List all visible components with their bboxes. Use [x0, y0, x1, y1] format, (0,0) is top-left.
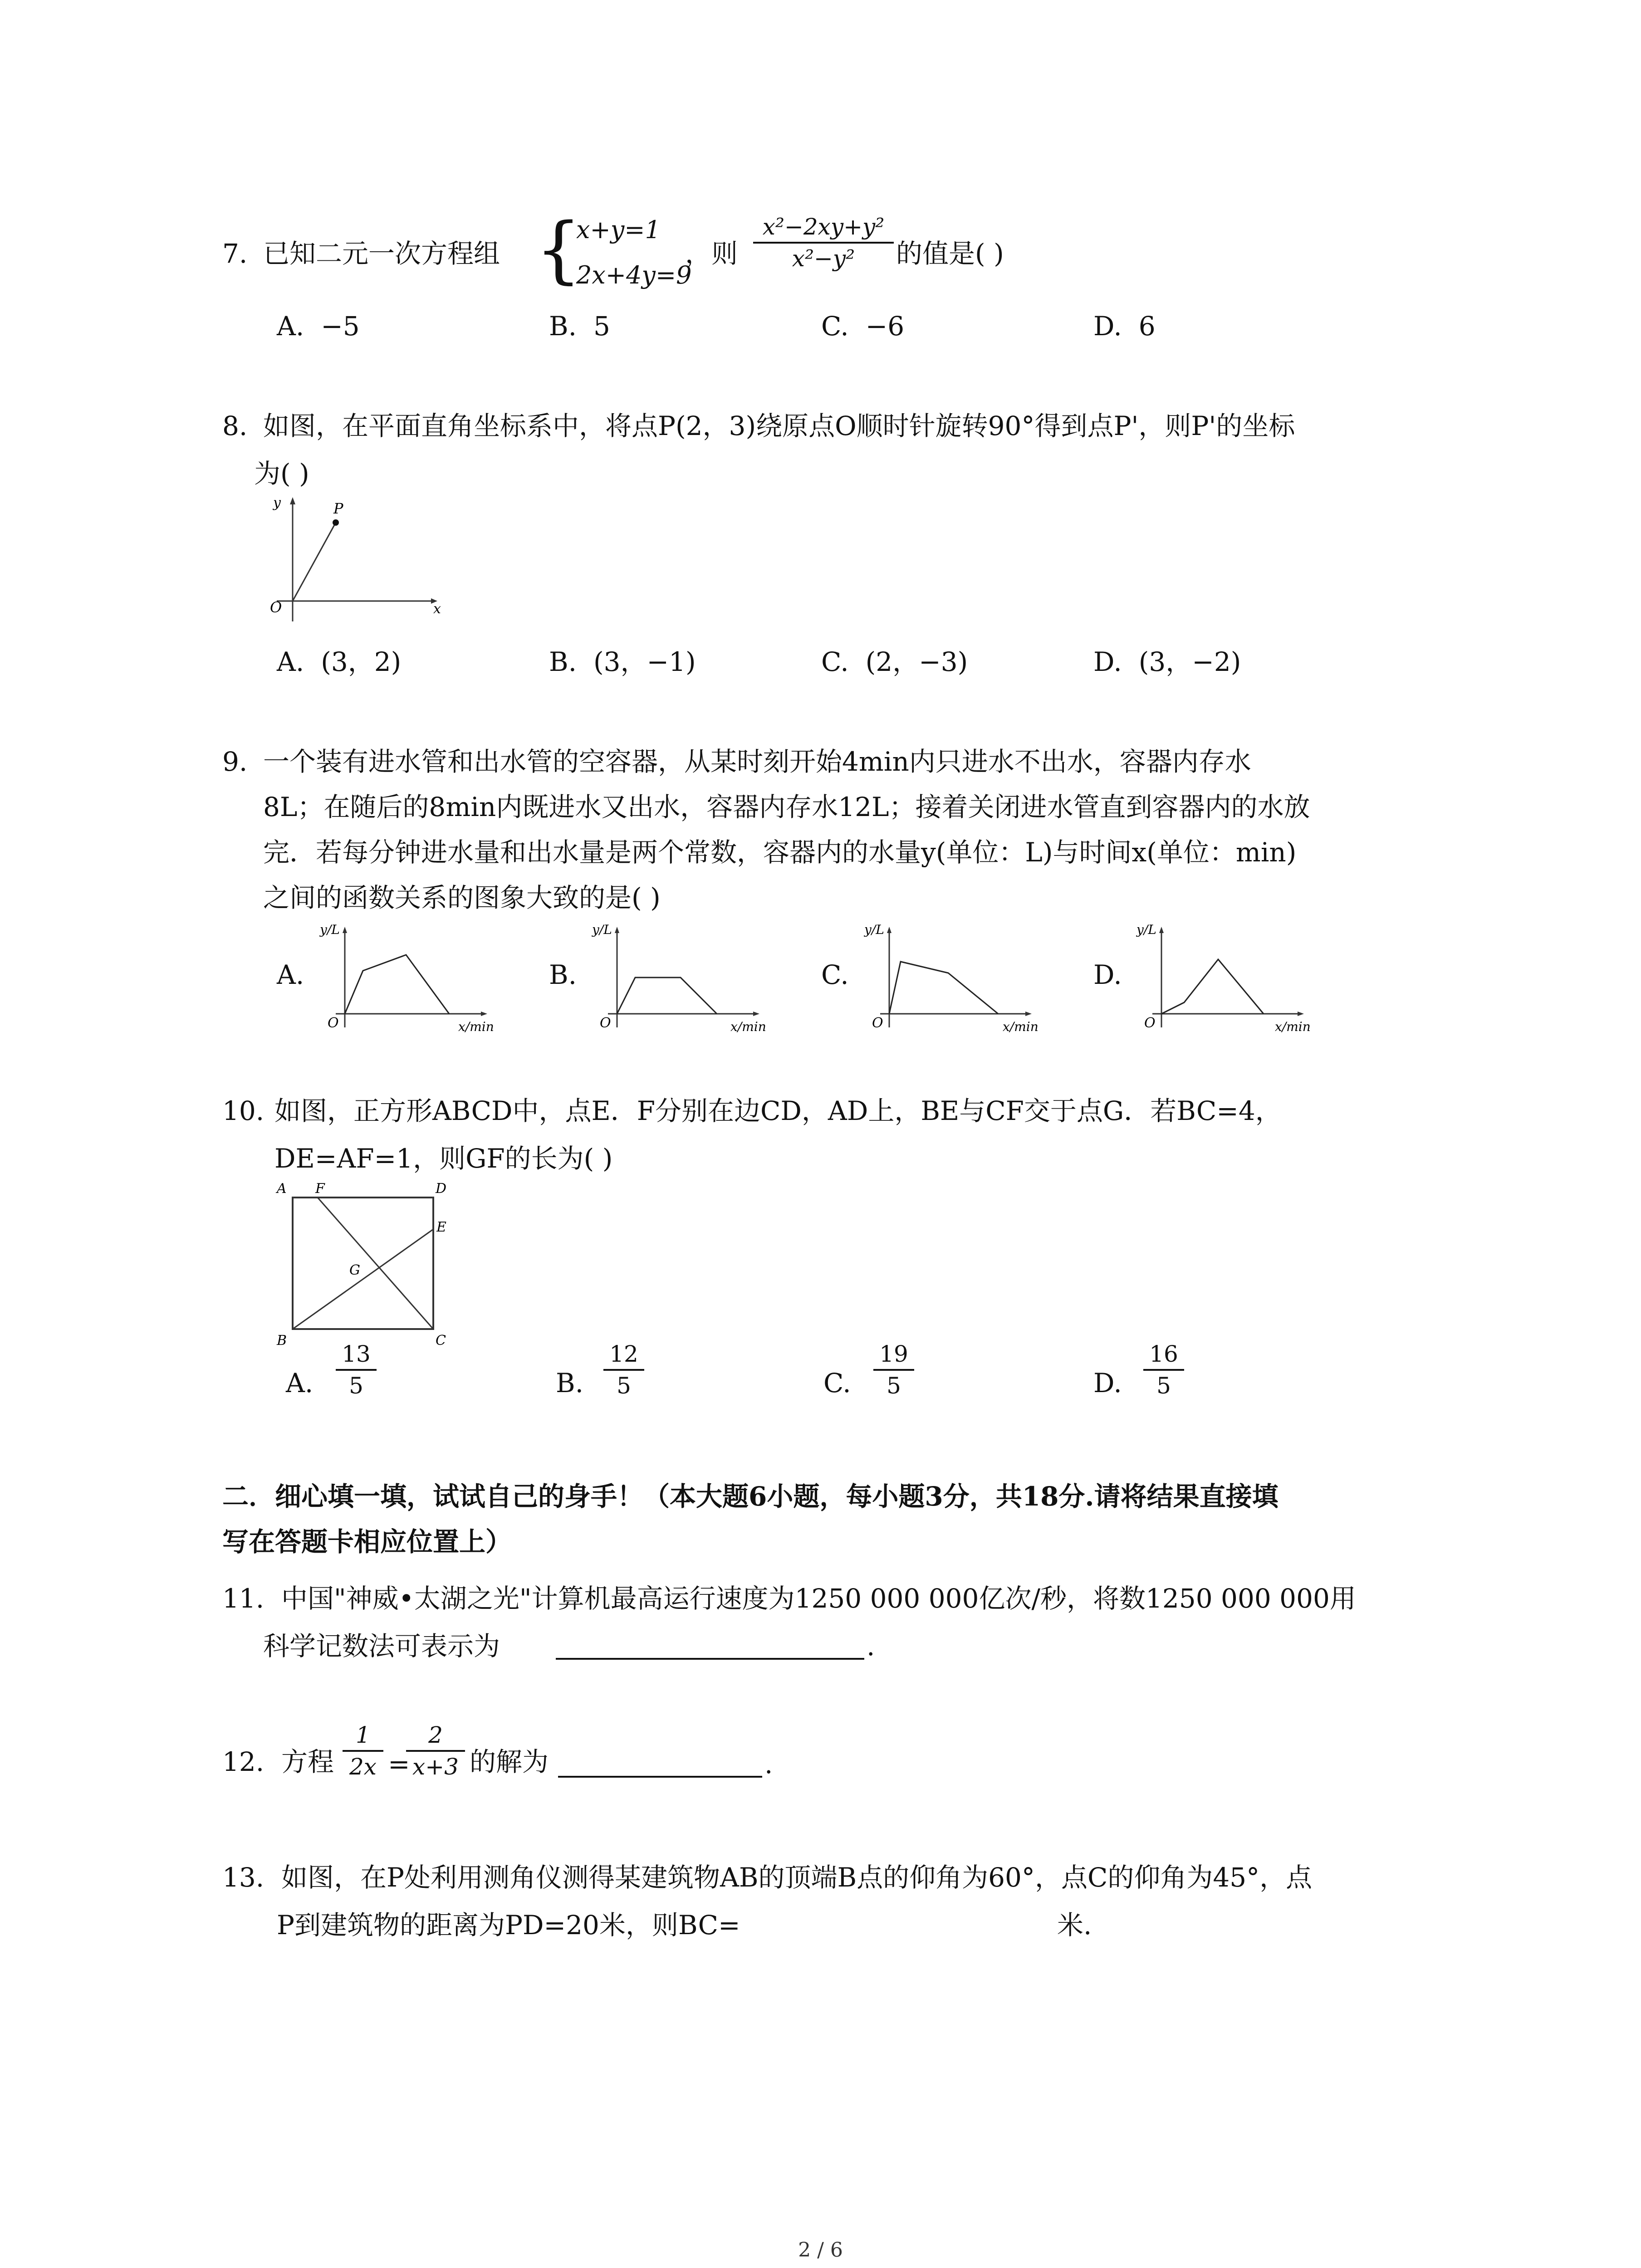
- fraction-denominator: 5: [887, 1373, 901, 1399]
- x-axis-label: x/min: [1275, 1019, 1311, 1034]
- q10-number: 10.: [222, 1095, 265, 1126]
- q10-option-b-label[interactable]: B.: [556, 1368, 584, 1398]
- q8-option-a[interactable]: [277, 646, 402, 677]
- q9-line1: 一个装有进水管和出水管的空容器，从某时刻开始4min内只进水不出水，容器内存水: [263, 746, 1251, 777]
- option-label: C.: [821, 311, 849, 342]
- fraction-denominator: 5: [617, 1373, 631, 1399]
- q7-option-b[interactable]: [549, 311, 610, 342]
- q8-option-c[interactable]: [821, 646, 968, 677]
- page-number: 2 / 6: [798, 2239, 843, 2262]
- q9-line2: 8L；在随后的8min内既进水又出水，容器内存水12L；接着关闭进水管直到容器内的水放: [263, 792, 1310, 822]
- origin-label: O: [872, 1015, 883, 1031]
- option-value: (3，−1): [593, 646, 696, 677]
- graph-line: [617, 978, 717, 1014]
- fraction-denominator: x+3: [412, 1754, 459, 1780]
- q9-line4: 之间的函数关系的图象大致的是( ): [263, 882, 661, 913]
- q13-unit: 米.: [1057, 1910, 1092, 1941]
- option-value: (3，−2): [1138, 646, 1241, 677]
- q10-line1: 如图，正方形ABCD中，点E．F分别在边CD，AD上，BE与CF交于点G．若BC=4，: [274, 1095, 1282, 1126]
- option-label: B.: [549, 311, 577, 342]
- segment-cf: [318, 1198, 433, 1329]
- option-label: D.: [1093, 646, 1122, 677]
- option-value: 5: [593, 311, 610, 342]
- q13-number: 13.: [222, 1862, 265, 1893]
- q11-line2: 科学记数法可表示为: [263, 1631, 500, 1662]
- q13-answer-blank[interactable]: [780, 1912, 1043, 1939]
- q10-line2: DE=AF=1，则GF的长为( ): [274, 1143, 613, 1174]
- fraction-denominator: 5: [349, 1373, 363, 1399]
- square-abcd: [293, 1198, 433, 1329]
- q7-eq2: 2x+4y=9: [576, 261, 692, 289]
- y-axis-arrow: [887, 927, 892, 933]
- fraction-numerator: 1: [356, 1722, 370, 1748]
- q13-line2: P到建筑物的距离为PD=20米，则BC=: [277, 1910, 740, 1941]
- q9-number: 9.: [222, 746, 248, 777]
- x-axis-arrow: [1025, 1012, 1032, 1016]
- option-label: C.: [821, 646, 849, 677]
- graph-line: [1161, 959, 1264, 1014]
- q7-frac-denominator: x²−y²: [792, 245, 855, 272]
- q7-frac-numerator: x²−2xy+y²: [762, 214, 885, 240]
- x-axis-label: x/min: [1003, 1019, 1038, 1034]
- q10-option-c-label[interactable]: C.: [823, 1368, 851, 1398]
- y-axis-arrow: [290, 497, 295, 504]
- q10-square-figure: [272, 1177, 454, 1349]
- fraction-numerator: 13: [342, 1341, 371, 1367]
- q7-stem: 已知二元一次方程组: [263, 238, 500, 269]
- fraction-denominator: 5: [1156, 1373, 1171, 1399]
- q8-number: 8.: [222, 411, 248, 441]
- point-g-label: G: [349, 1262, 360, 1278]
- q12-number: 12.: [222, 1746, 265, 1777]
- q11-end: .: [867, 1631, 875, 1662]
- option-label: B.: [549, 646, 577, 677]
- vertex-a-label: A: [277, 1181, 287, 1197]
- q12-post: 的解为: [470, 1746, 549, 1777]
- origin-label: O: [270, 599, 282, 616]
- q8-option-d[interactable]: [1093, 646, 1241, 677]
- fraction-numerator: 12: [609, 1341, 638, 1367]
- vertex-d-label: D: [436, 1181, 447, 1197]
- fraction-numerator: 19: [879, 1341, 908, 1367]
- origin-label: O: [600, 1015, 611, 1031]
- option-value: (3，2): [321, 646, 402, 677]
- q7-eq1: x+y=1: [576, 215, 661, 244]
- option-label: D.: [1093, 311, 1122, 342]
- option-value: −6: [865, 311, 905, 342]
- y-axis-label: y/L: [320, 923, 340, 937]
- x-axis-label: x: [433, 601, 441, 617]
- origin-label: O: [1144, 1015, 1156, 1031]
- point-f-label: F: [315, 1181, 325, 1197]
- option-value: −5: [321, 311, 360, 342]
- option-value: (2，−3): [865, 646, 968, 677]
- q10-option-d-label[interactable]: D.: [1093, 1368, 1122, 1398]
- q8-option-b[interactable]: [549, 646, 696, 677]
- section-2-title-line1: 二．细心填一填，试试自己的身手！（本大题6小题，每小题3分，共18分.请将结果直接填: [222, 1481, 1279, 1512]
- q7-option-a[interactable]: [277, 311, 360, 342]
- q7-fraction: [753, 215, 894, 270]
- origin-label: O: [328, 1015, 339, 1031]
- q9-graph-c-label[interactable]: C.: [821, 959, 849, 990]
- q11-number: 11.: [222, 1583, 265, 1614]
- q9-graph-d[interactable]: [1134, 923, 1343, 1036]
- y-axis-label: y: [273, 495, 281, 511]
- option-value: 6: [1138, 311, 1156, 342]
- q7-number: 7.: [222, 238, 248, 269]
- q9-graph-b-label[interactable]: B.: [549, 959, 577, 990]
- q12-fraction-left: [343, 1724, 383, 1778]
- section-2-title-line2: 写在答题卡相应位置上）: [222, 1526, 512, 1557]
- graph-line: [345, 955, 449, 1014]
- y-axis-label: y/L: [864, 923, 884, 937]
- option-label: A.: [277, 646, 304, 677]
- y-axis-label: y/L: [592, 923, 612, 937]
- x-axis-arrow: [481, 1012, 487, 1016]
- q12-pre: 方程: [281, 1746, 334, 1777]
- graph-line: [889, 962, 998, 1014]
- q7-then: ，则: [685, 238, 738, 269]
- x-axis-arrow: [753, 1012, 759, 1016]
- q13-line1: 如图，在P处利用测角仪测得某建筑物AB的顶端B点的仰角为60°，点C的仰角为45°，点: [281, 1862, 1313, 1893]
- q7-tail: 的值是( ): [896, 238, 1004, 269]
- x-axis-label: x/min: [458, 1019, 494, 1034]
- q11-answer-blank[interactable]: [556, 1658, 864, 1660]
- point-p: [333, 519, 339, 526]
- q9-graph-b[interactable]: [590, 923, 798, 1036]
- segment-op: [293, 523, 336, 601]
- q9-graph-a[interactable]: [318, 923, 526, 1036]
- q12-equals: =: [388, 1749, 410, 1779]
- vertex-c-label: C: [436, 1333, 446, 1349]
- q10-option-a-fraction[interactable]: [336, 1343, 377, 1397]
- q11-line1: 中国"神威•太湖之光"计算机最高运行速度为1250 000 000亿次/秒，将数1250 000 000用: [281, 1583, 1356, 1614]
- y-axis-arrow: [615, 927, 619, 933]
- q7-option-c[interactable]: [821, 311, 905, 342]
- q8-line1: 如图，在平面直角坐标系中，将点P(2，3)绕原点O顺时针旋转90°得到点P'，则P'的坐标: [263, 411, 1295, 441]
- point-p-label: P: [333, 500, 343, 517]
- q9-graph-d-label[interactable]: D.: [1093, 959, 1122, 990]
- point-e-label: E: [436, 1219, 446, 1235]
- q12-end: .: [764, 1749, 773, 1779]
- y-axis-arrow: [1159, 927, 1164, 933]
- q12-fraction-right: [406, 1724, 465, 1778]
- q10-option-d-fraction[interactable]: [1143, 1343, 1184, 1397]
- q7-brace: {: [535, 207, 582, 292]
- y-axis-label: y/L: [1136, 923, 1156, 937]
- y-axis-arrow: [343, 927, 347, 933]
- q9-graph-a-label[interactable]: A.: [277, 959, 304, 990]
- q10-option-c-fraction[interactable]: [873, 1343, 914, 1397]
- q10-option-b-fraction[interactable]: [603, 1343, 644, 1397]
- fraction-denominator: 2x: [349, 1754, 377, 1780]
- q8-line2: 为( ): [254, 458, 309, 489]
- q7-option-d[interactable]: [1093, 311, 1156, 342]
- segment-be: [293, 1229, 433, 1329]
- q9-line3: 完．若每分钟进水量和出水量是两个常数，容器内的水量y(单位：L)与时间x(单位：min): [263, 837, 1297, 868]
- option-label: A.: [277, 311, 304, 342]
- q10-option-a-label[interactable]: A.: [286, 1368, 314, 1398]
- x-axis-arrow: [1298, 1012, 1304, 1016]
- q12-answer-blank[interactable]: [558, 1776, 762, 1778]
- vertex-b-label: B: [277, 1333, 287, 1349]
- fraction-numerator: 16: [1149, 1341, 1178, 1367]
- q9-graph-c[interactable]: [862, 923, 1071, 1036]
- x-axis-label: x/min: [730, 1019, 766, 1034]
- fraction-numerator: 2: [428, 1722, 443, 1748]
- q8-coordinate-figure: [254, 494, 445, 626]
